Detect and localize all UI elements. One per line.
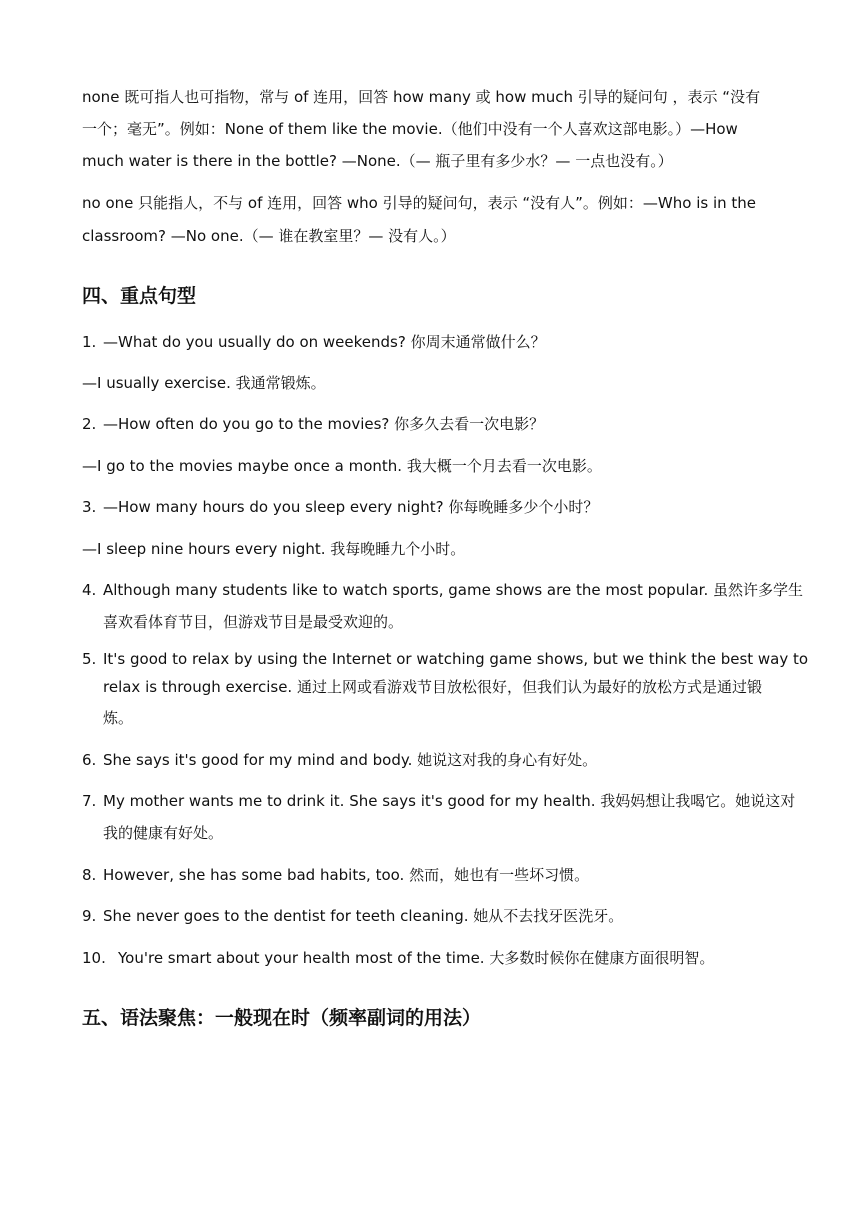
list-item-text: —How many hours do you sleep every night? 你每晚睡多少个小时？ (103, 498, 599, 516)
list-item-number: 6. (82, 751, 97, 769)
list-item-text: However, she has some bad habits, too. 然而，她也有一些坏习惯。 (103, 866, 590, 884)
list-item-number: 1. (82, 333, 97, 351)
list-item-text: 我的健康有好处。 (103, 824, 224, 842)
list-item-text: 喜欢看体育节目，但游戏节目是最受欢迎的。 (103, 613, 404, 631)
noone-paragraph-line-1: no one 只能指人，不与 of 连用，回答 who 引导的疑问句，表示 “没有人”。例如：—Who is in the (82, 194, 757, 212)
none-paragraph-line-2: 一个；毫无”。例如：None of them like the movie.（他们中没有一个人喜欢这部电影。）—How (82, 120, 738, 138)
list-item-text: You're smart about your health most of the time. 大多数时候你在健康方面很明智。 (118, 949, 715, 967)
list-item-number: 2. (82, 415, 97, 433)
none-paragraph-line-1: none 既可指人也可指物，常与 of 连用，回答 how many 或 how much 引导的疑问句 ，表示 “没有 (82, 88, 761, 106)
noone-paragraph-line-2: classroom? —No one.（— 谁在教室里？— 没有人。） (82, 227, 456, 245)
list-item-text: —How often do you go to the movies? 你多久去看一次电影？ (103, 415, 545, 433)
list-item-text: Although many students like to watch sports, game shows are the most popular. 虽然许多学生 (103, 581, 804, 599)
list-item-number: 9. (82, 907, 97, 925)
list-item-number: 8. (82, 866, 97, 884)
section-heading-grammar-focus: 五、语法聚焦：一般现在时（频率副词的用法） (82, 1007, 482, 1029)
list-item-text: She says it's good for my mind and body. 她说这对我的身心有好处。 (103, 751, 598, 769)
list-item-text: It's good to relax by using the Internet or watching game shows, but we think the best way to (103, 650, 809, 668)
section-heading-key-sentences: 四、重点句型 (82, 285, 197, 307)
list-item-text: She never goes to the dentist for teeth cleaning. 她从不去找牙医洗牙。 (103, 907, 624, 925)
list-item-text: relax is through exercise. 通过上网或看游戏节目放松很好，但我们认为最好的放松方式是通过锻 (103, 678, 762, 696)
list-item-answer: —I usually exercise. 我通常锻炼。 (82, 374, 326, 392)
list-item-answer: —I go to the movies maybe once a month. 我大概一个月去看一次电影。 (82, 457, 602, 475)
list-item-number: 5. (82, 650, 97, 668)
list-item-text: My mother wants me to drink it. She says it's good for my health. 我妈妈想让我喝它。她说这对 (103, 792, 796, 810)
list-item-number: 7. (82, 792, 97, 810)
list-item-answer: —I sleep nine hours every night. 我每晚睡九个小时。 (82, 540, 466, 558)
list-item-number: 3. (82, 498, 97, 516)
list-item-text: —What do you usually do on weekends? 你周末通常做什么？ (103, 333, 546, 351)
list-item-number: 4. (82, 581, 97, 599)
list-item-number: 10. (82, 949, 106, 967)
none-paragraph-line-3: much water is there in the bottle? —None.（— 瓶子里有多少水？— 一点也没有。） (82, 152, 673, 170)
list-item-text: 炼。 (103, 709, 134, 727)
